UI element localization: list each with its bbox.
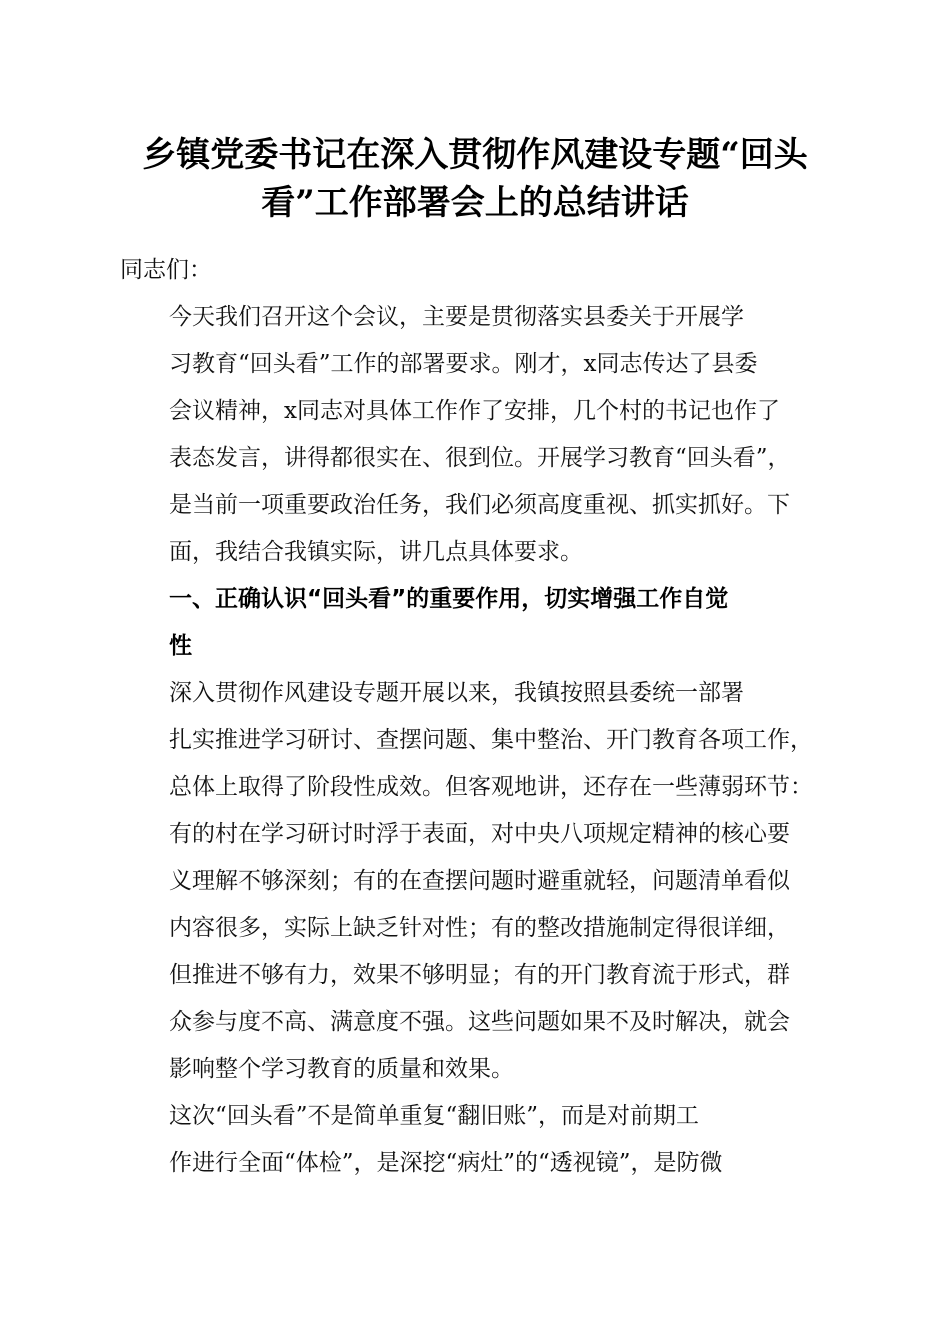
- text-line: 表态发言，讲得都很实在、很到位。开展学习教育“回头看”，: [169, 445, 791, 471]
- paragraph-intro: [120, 294, 832, 576]
- document-body: [120, 247, 832, 1187]
- text-line: 有的村在学习研讨时浮于表面，对中央八项规定精神的核心要: [169, 821, 790, 847]
- text-line: 面，我结合我镇实际，讲几点具体要求。: [169, 539, 583, 565]
- text-line: 习教育“回头看”工作的部署要求。刚才，x同志传达了县委: [169, 351, 758, 377]
- text-line: 今天我们召开这个会议，主要是贯彻落实县委关于开展学: [169, 304, 744, 330]
- heading-line: 性: [169, 633, 192, 659]
- text-line: 深入贯彻作风建设专题开展以来，我镇按照县委统一部署: [169, 680, 744, 706]
- text-line: 义理解不够深刻；有的在查摆问题时避重就轻，问题清单看似: [169, 868, 790, 894]
- section-heading-1: [120, 576, 832, 670]
- salutation: 同志们：: [120, 257, 212, 283]
- document-title: [100, 131, 850, 227]
- text-line: 但推进不够有力，效果不够明显；有的开门教育流于形式，群: [169, 962, 790, 988]
- title-line: 看”工作部署会上的总结讲话: [261, 183, 689, 223]
- text-line: 这次“回头看”不是简单重复“翻旧账”，而是对前期工: [169, 1103, 700, 1129]
- text-line: 会议精神，x同志对具体工作作了安排，几个村的书记也作了: [169, 398, 780, 424]
- paragraph-review: [120, 1093, 832, 1187]
- text-line: 总体上取得了阶段性成效。但客观地讲，还存在一些薄弱环节：: [169, 774, 813, 800]
- text-line: 内容很多，实际上缺乏针对性；有的整改措施制定得很详细，: [169, 915, 790, 941]
- heading-line: 一、正确认识“回头看”的重要作用，切实增强工作自觉: [169, 586, 729, 612]
- text-line: 作进行全面“体检”，是深挖“病灶”的“透视镜”，是防微: [169, 1150, 723, 1176]
- text-line: 扎实推进学习研讨、查摆问题、集中整治、开门教育各项工作，: [169, 727, 813, 753]
- text-line: 影响整个学习教育的质量和效果。: [169, 1056, 514, 1082]
- text-line: 众参与度不高、满意度不强。这些问题如果不及时解决，就会: [169, 1009, 790, 1035]
- text-line: 是当前一项重要政治任务，我们必须高度重视、抓实抓好。下: [169, 492, 790, 518]
- paragraph-problems: [120, 670, 832, 1093]
- title-line: 乡镇党委书记在深入贯彻作风建设专题“回头: [142, 135, 808, 175]
